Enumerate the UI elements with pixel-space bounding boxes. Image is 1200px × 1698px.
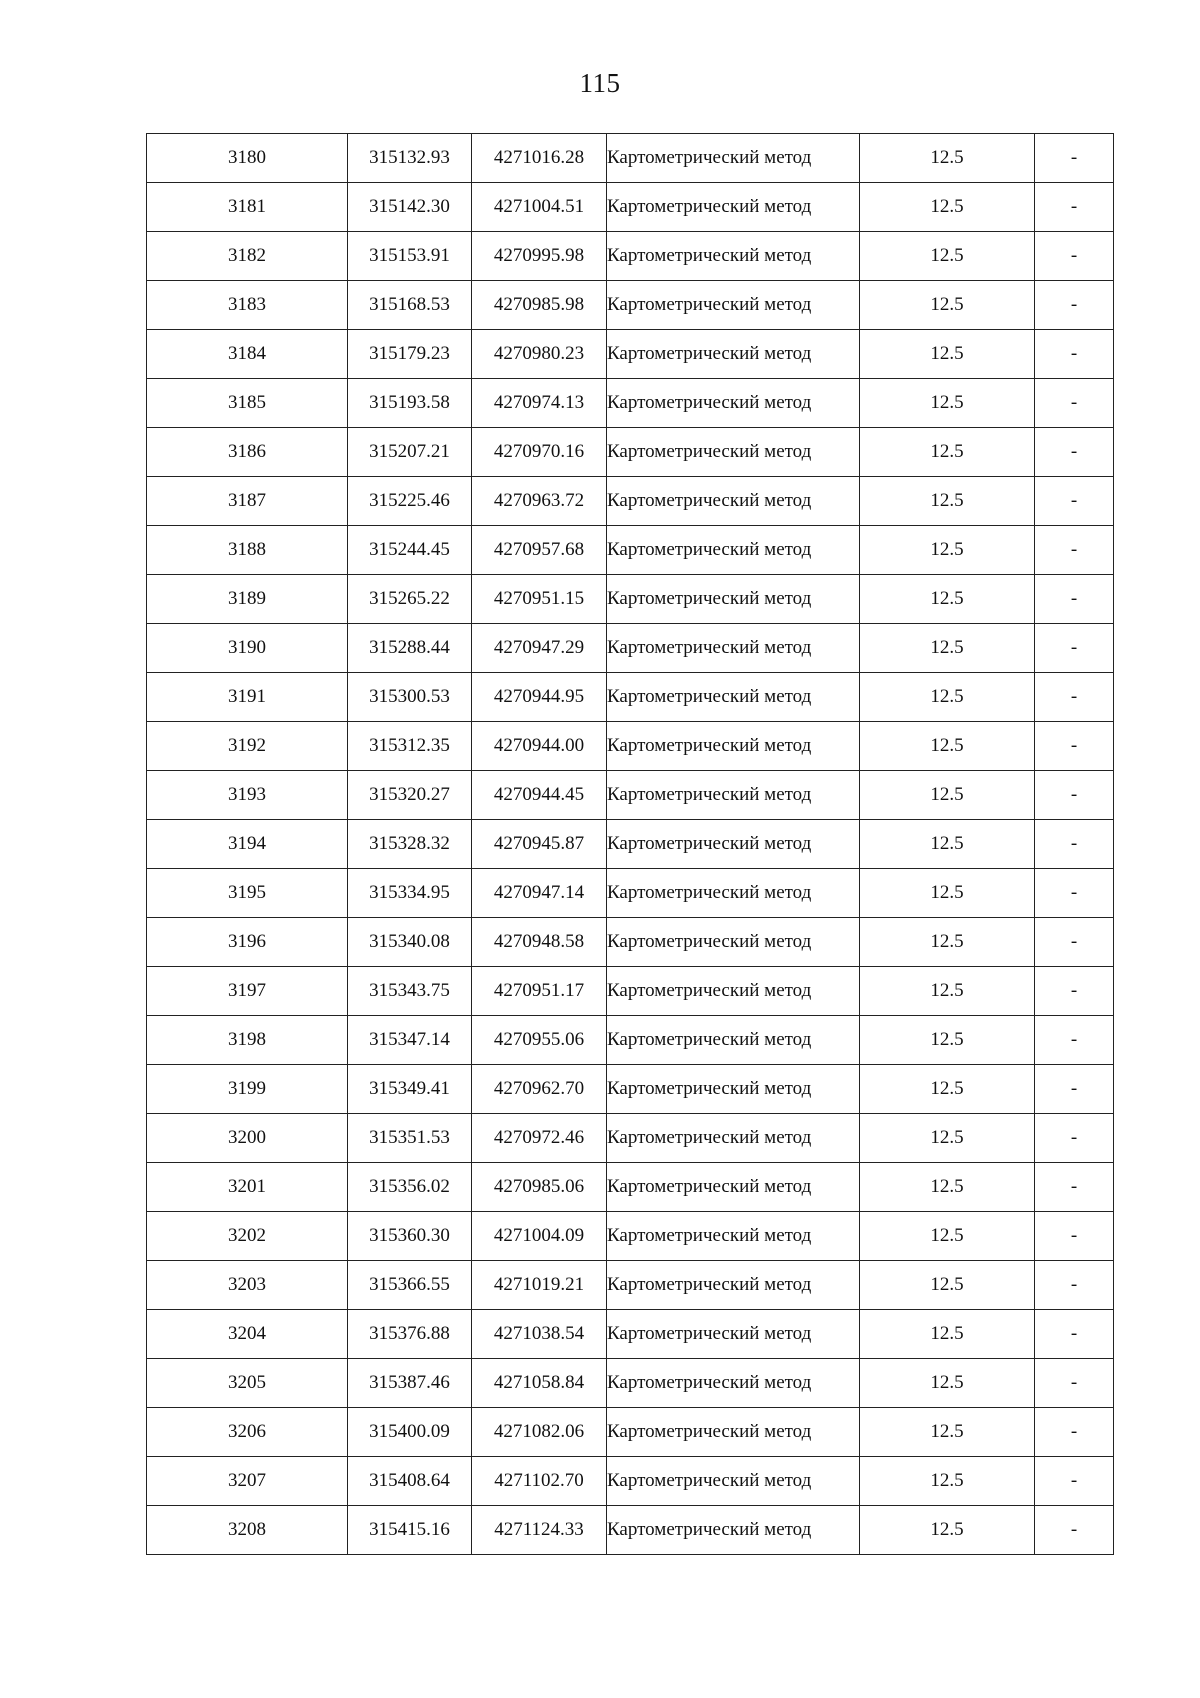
description-cell: -: [1035, 428, 1114, 477]
y-coordinate-cell: 4271004.09: [472, 1212, 607, 1261]
table-row: [147, 1359, 1114, 1408]
table-row: [147, 869, 1114, 918]
description-cell: -: [1035, 1163, 1114, 1212]
accuracy-cell: 12.5: [860, 1506, 1035, 1555]
point-number-cell: 3206: [147, 1408, 348, 1457]
table-row: [147, 1114, 1114, 1163]
point-number-cell: 3189: [147, 575, 348, 624]
method-cell: Картометрический метод: [607, 869, 860, 918]
description-cell: -: [1035, 918, 1114, 967]
point-number-cell: 3182: [147, 232, 348, 281]
description-cell: -: [1035, 1114, 1114, 1163]
description-cell: -: [1035, 624, 1114, 673]
coordinates-table: [146, 133, 1114, 1555]
table-row: [147, 771, 1114, 820]
point-number-cell: 3191: [147, 673, 348, 722]
accuracy-cell: 12.5: [860, 673, 1035, 722]
point-number-cell: 3196: [147, 918, 348, 967]
table-row: [147, 624, 1114, 673]
method-cell: Картометрический метод: [607, 918, 860, 967]
table-row: [147, 722, 1114, 771]
x-coordinate-cell: 315328.32: [348, 820, 472, 869]
description-cell: -: [1035, 526, 1114, 575]
point-number-cell: 3207: [147, 1457, 348, 1506]
description-cell: -: [1035, 967, 1114, 1016]
x-coordinate-cell: 315376.88: [348, 1310, 472, 1359]
x-coordinate-cell: 315387.46: [348, 1359, 472, 1408]
x-coordinate-cell: 315312.35: [348, 722, 472, 771]
table-row: [147, 673, 1114, 722]
point-number-cell: 3202: [147, 1212, 348, 1261]
y-coordinate-cell: 4270963.72: [472, 477, 607, 526]
x-coordinate-cell: 315408.64: [348, 1457, 472, 1506]
accuracy-cell: 12.5: [860, 183, 1035, 232]
method-cell: Картометрический метод: [607, 722, 860, 771]
y-coordinate-cell: 4271058.84: [472, 1359, 607, 1408]
y-coordinate-cell: 4270944.00: [472, 722, 607, 771]
description-cell: -: [1035, 1016, 1114, 1065]
point-number-cell: 3183: [147, 281, 348, 330]
accuracy-cell: 12.5: [860, 1408, 1035, 1457]
method-cell: Картометрический метод: [607, 232, 860, 281]
table-row: [147, 379, 1114, 428]
accuracy-cell: 12.5: [860, 1310, 1035, 1359]
table-row: [147, 281, 1114, 330]
point-number-cell: 3201: [147, 1163, 348, 1212]
accuracy-cell: 12.5: [860, 330, 1035, 379]
point-number-cell: 3203: [147, 1261, 348, 1310]
method-cell: Картометрический метод: [607, 1359, 860, 1408]
table-row: [147, 1016, 1114, 1065]
x-coordinate-cell: 315343.75: [348, 967, 472, 1016]
x-coordinate-cell: 315356.02: [348, 1163, 472, 1212]
y-coordinate-cell: 4270985.06: [472, 1163, 607, 1212]
accuracy-cell: 12.5: [860, 771, 1035, 820]
accuracy-cell: 12.5: [860, 1163, 1035, 1212]
method-cell: Картометрический метод: [607, 820, 860, 869]
table-row: [147, 134, 1114, 183]
method-cell: Картометрический метод: [607, 771, 860, 820]
y-coordinate-cell: 4270962.70: [472, 1065, 607, 1114]
method-cell: Картометрический метод: [607, 281, 860, 330]
point-number-cell: 3195: [147, 869, 348, 918]
x-coordinate-cell: 315400.09: [348, 1408, 472, 1457]
point-number-cell: 3194: [147, 820, 348, 869]
x-coordinate-cell: 315360.30: [348, 1212, 472, 1261]
accuracy-cell: 12.5: [860, 526, 1035, 575]
accuracy-cell: 12.5: [860, 1016, 1035, 1065]
method-cell: Картометрический метод: [607, 1065, 860, 1114]
method-cell: Картометрический метод: [607, 330, 860, 379]
y-coordinate-cell: 4270947.29: [472, 624, 607, 673]
method-cell: Картометрический метод: [607, 673, 860, 722]
table-row: [147, 1261, 1114, 1310]
x-coordinate-cell: 315415.16: [348, 1506, 472, 1555]
y-coordinate-cell: 4270955.06: [472, 1016, 607, 1065]
description-cell: -: [1035, 575, 1114, 624]
x-coordinate-cell: 315132.93: [348, 134, 472, 183]
point-number-cell: 3193: [147, 771, 348, 820]
y-coordinate-cell: 4270944.45: [472, 771, 607, 820]
table-row: [147, 526, 1114, 575]
description-cell: -: [1035, 1065, 1114, 1114]
table-row: [147, 918, 1114, 967]
table-row: [147, 428, 1114, 477]
x-coordinate-cell: 315334.95: [348, 869, 472, 918]
y-coordinate-cell: 4270974.13: [472, 379, 607, 428]
table-row: [147, 1408, 1114, 1457]
x-coordinate-cell: 315340.08: [348, 918, 472, 967]
x-coordinate-cell: 315168.53: [348, 281, 472, 330]
x-coordinate-cell: 315193.58: [348, 379, 472, 428]
method-cell: Картометрический метод: [607, 1163, 860, 1212]
method-cell: Картометрический метод: [607, 1310, 860, 1359]
y-coordinate-cell: 4270980.23: [472, 330, 607, 379]
y-coordinate-cell: 4270944.95: [472, 673, 607, 722]
point-number-cell: 3208: [147, 1506, 348, 1555]
point-number-cell: 3190: [147, 624, 348, 673]
accuracy-cell: 12.5: [860, 1457, 1035, 1506]
accuracy-cell: 12.5: [860, 1359, 1035, 1408]
description-cell: -: [1035, 477, 1114, 526]
accuracy-cell: 12.5: [860, 428, 1035, 477]
description-cell: -: [1035, 183, 1114, 232]
y-coordinate-cell: 4270945.87: [472, 820, 607, 869]
y-coordinate-cell: 4270985.98: [472, 281, 607, 330]
x-coordinate-cell: 315265.22: [348, 575, 472, 624]
accuracy-cell: 12.5: [860, 1065, 1035, 1114]
accuracy-cell: 12.5: [860, 918, 1035, 967]
y-coordinate-cell: 4271038.54: [472, 1310, 607, 1359]
accuracy-cell: 12.5: [860, 1212, 1035, 1261]
accuracy-cell: 12.5: [860, 624, 1035, 673]
point-number-cell: 3204: [147, 1310, 348, 1359]
accuracy-cell: 12.5: [860, 722, 1035, 771]
y-coordinate-cell: 4271102.70: [472, 1457, 607, 1506]
table-row: [147, 1310, 1114, 1359]
accuracy-cell: 12.5: [860, 379, 1035, 428]
y-coordinate-cell: 4270957.68: [472, 526, 607, 575]
description-cell: -: [1035, 1310, 1114, 1359]
description-cell: -: [1035, 379, 1114, 428]
description-cell: -: [1035, 1359, 1114, 1408]
table-row: [147, 477, 1114, 526]
point-number-cell: 3198: [147, 1016, 348, 1065]
x-coordinate-cell: 315142.30: [348, 183, 472, 232]
y-coordinate-cell: 4271004.51: [472, 183, 607, 232]
description-cell: -: [1035, 281, 1114, 330]
accuracy-cell: 12.5: [860, 820, 1035, 869]
point-number-cell: 3181: [147, 183, 348, 232]
point-number-cell: 3205: [147, 1359, 348, 1408]
method-cell: Картометрический метод: [607, 1457, 860, 1506]
method-cell: Картометрический метод: [607, 134, 860, 183]
table-row: [147, 1457, 1114, 1506]
description-cell: -: [1035, 673, 1114, 722]
description-cell: -: [1035, 134, 1114, 183]
method-cell: Картометрический метод: [607, 477, 860, 526]
y-coordinate-cell: 4270951.15: [472, 575, 607, 624]
table-row: [147, 820, 1114, 869]
point-number-cell: 3188: [147, 526, 348, 575]
table-row: [147, 1506, 1114, 1555]
x-coordinate-cell: 315349.41: [348, 1065, 472, 1114]
description-cell: -: [1035, 232, 1114, 281]
y-coordinate-cell: 4270995.98: [472, 232, 607, 281]
x-coordinate-cell: 315300.53: [348, 673, 472, 722]
accuracy-cell: 12.5: [860, 1261, 1035, 1310]
y-coordinate-cell: 4271082.06: [472, 1408, 607, 1457]
point-number-cell: 3184: [147, 330, 348, 379]
accuracy-cell: 12.5: [860, 575, 1035, 624]
page-number: 115: [579, 68, 621, 98]
point-number-cell: 3197: [147, 967, 348, 1016]
y-coordinate-cell: 4270972.46: [472, 1114, 607, 1163]
table-row: [147, 1212, 1114, 1261]
x-coordinate-cell: 315244.45: [348, 526, 472, 575]
x-coordinate-cell: 315288.44: [348, 624, 472, 673]
accuracy-cell: 12.5: [860, 134, 1035, 183]
y-coordinate-cell: 4270970.16: [472, 428, 607, 477]
point-number-cell: 3192: [147, 722, 348, 771]
description-cell: -: [1035, 722, 1114, 771]
table-row: [147, 575, 1114, 624]
x-coordinate-cell: 315153.91: [348, 232, 472, 281]
x-coordinate-cell: 315366.55: [348, 1261, 472, 1310]
description-cell: -: [1035, 1506, 1114, 1555]
description-cell: -: [1035, 820, 1114, 869]
point-number-cell: 3199: [147, 1065, 348, 1114]
y-coordinate-cell: 4271019.21: [472, 1261, 607, 1310]
table-row: [147, 1163, 1114, 1212]
method-cell: Картометрический метод: [607, 428, 860, 477]
accuracy-cell: 12.5: [860, 869, 1035, 918]
x-coordinate-cell: 315179.23: [348, 330, 472, 379]
point-number-cell: 3200: [147, 1114, 348, 1163]
point-number-cell: 3186: [147, 428, 348, 477]
point-number-cell: 3185: [147, 379, 348, 428]
point-number-cell: 3180: [147, 134, 348, 183]
accuracy-cell: 12.5: [860, 967, 1035, 1016]
x-coordinate-cell: 315225.46: [348, 477, 472, 526]
description-cell: -: [1035, 1261, 1114, 1310]
description-cell: -: [1035, 869, 1114, 918]
table-row: [147, 1065, 1114, 1114]
method-cell: Картометрический метод: [607, 1408, 860, 1457]
x-coordinate-cell: 315320.27: [348, 771, 472, 820]
accuracy-cell: 12.5: [860, 281, 1035, 330]
table-row: [147, 330, 1114, 379]
description-cell: -: [1035, 1212, 1114, 1261]
table-row: [147, 967, 1114, 1016]
method-cell: Картометрический метод: [607, 1212, 860, 1261]
description-cell: -: [1035, 1408, 1114, 1457]
x-coordinate-cell: 315347.14: [348, 1016, 472, 1065]
method-cell: Картометрический метод: [607, 1506, 860, 1555]
y-coordinate-cell: 4270951.17: [472, 967, 607, 1016]
y-coordinate-cell: 4270948.58: [472, 918, 607, 967]
accuracy-cell: 12.5: [860, 477, 1035, 526]
method-cell: Картометрический метод: [607, 967, 860, 1016]
y-coordinate-cell: 4271124.33: [472, 1506, 607, 1555]
x-coordinate-cell: 315351.53: [348, 1114, 472, 1163]
x-coordinate-cell: 315207.21: [348, 428, 472, 477]
method-cell: Картометрический метод: [607, 1016, 860, 1065]
description-cell: -: [1035, 330, 1114, 379]
accuracy-cell: 12.5: [860, 232, 1035, 281]
method-cell: Картометрический метод: [607, 526, 860, 575]
method-cell: Картометрический метод: [607, 575, 860, 624]
point-number-cell: 3187: [147, 477, 348, 526]
y-coordinate-cell: 4271016.28: [472, 134, 607, 183]
table-row: [147, 183, 1114, 232]
y-coordinate-cell: 4270947.14: [472, 869, 607, 918]
method-cell: Картометрический метод: [607, 624, 860, 673]
coordinates-table-body: [147, 134, 1114, 1555]
method-cell: Картометрический метод: [607, 1114, 860, 1163]
table-row: [147, 232, 1114, 281]
method-cell: Картометрический метод: [607, 1261, 860, 1310]
method-cell: Картометрический метод: [607, 183, 860, 232]
accuracy-cell: 12.5: [860, 1114, 1035, 1163]
description-cell: -: [1035, 1457, 1114, 1506]
description-cell: -: [1035, 771, 1114, 820]
method-cell: Картометрический метод: [607, 379, 860, 428]
